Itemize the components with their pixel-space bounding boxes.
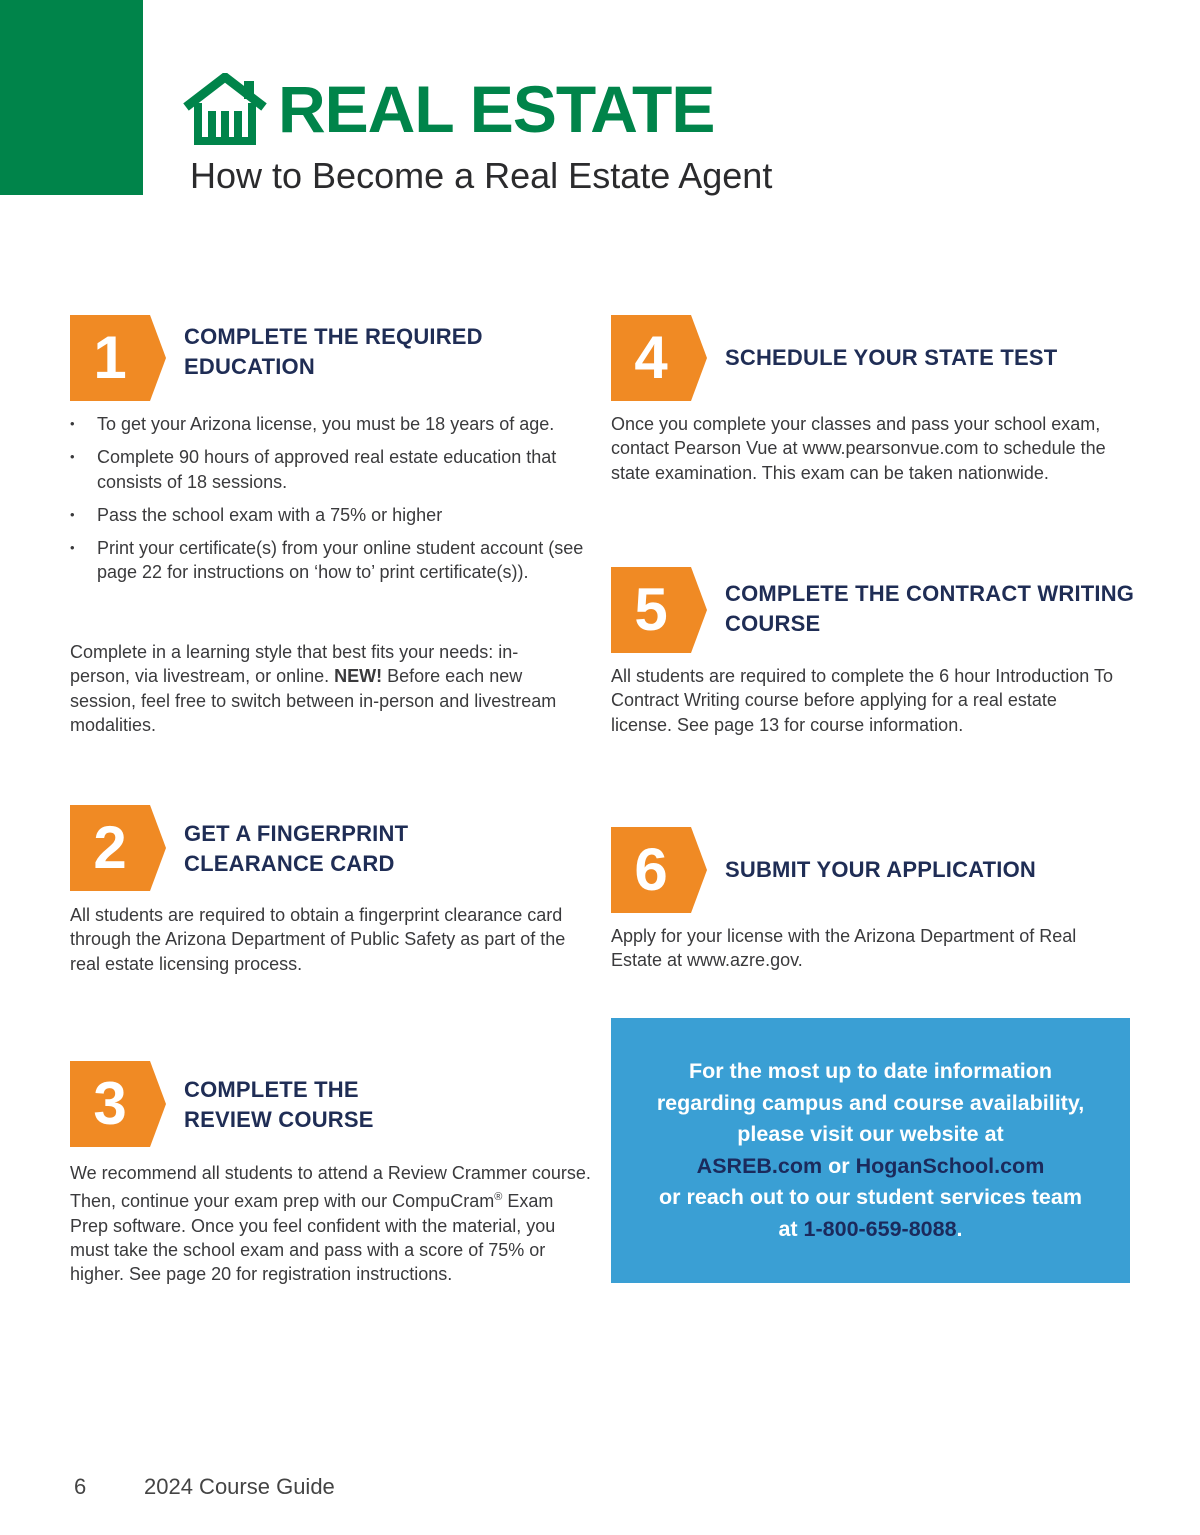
step-6-number: 6 (634, 836, 668, 903)
step-5-heading-line2: COURSE (725, 611, 821, 636)
step-3-heading-line2: REVIEW COURSE (184, 1107, 374, 1132)
step-3-heading-line1: COMPLETE THE (184, 1077, 359, 1102)
step-3-body-text: We recommend all students to attend a Review Crammer course. Then, continue your exam prep with our CompuCram (70, 1163, 591, 1212)
page-subtitle: How to Become a Real Estate Agent (190, 155, 773, 196)
step-6-badge (611, 827, 707, 913)
info-line: regarding campus and course availability, (656, 1090, 1085, 1115)
page-number: 6 (74, 1474, 87, 1499)
hogan-school-link[interactable]: HoganSchool.com (855, 1153, 1045, 1178)
page-header (182, 72, 714, 146)
step-3-body-text-end: Exam Prep software. Once you feel confident with the material, you must take the school exam and pass with a score of 75% or higher. See page 20 for registration instructions. (70, 1191, 556, 1285)
step-3-body (70, 1161, 595, 1286)
phone-number-link[interactable]: 1-800-659-8088 (803, 1216, 957, 1241)
info-line: or reach out to our student services team (659, 1185, 1082, 1209)
list-item-text: To get your Arizona license, you must be 18 years of age. (97, 414, 555, 434)
step-6-heading-line1: SUBMIT YOUR APPLICATION (725, 857, 1036, 882)
step-1-heading-line1: COMPLETE THE REQUIRED (184, 324, 483, 349)
info-phone-line (657, 1214, 1084, 1246)
step-5-heading (725, 579, 1134, 639)
step-1-paragraph-text-end: Before each new session, feel free to switch between in-person and livestream modalities. (70, 666, 557, 735)
bullet-dot: • (70, 506, 75, 522)
house-icon (182, 73, 268, 145)
list-item (70, 445, 595, 494)
step-4-heading-line1: SCHEDULE YOUR STATE TEST (725, 345, 1058, 370)
step-5-heading-line1: COMPLETE THE CONTRACT WRITING (725, 581, 1135, 606)
step-2-heading (184, 819, 408, 879)
step-1-heading (184, 322, 483, 382)
step-3-number: 3 (93, 1070, 127, 1137)
asreb-link[interactable]: ASREB.com (696, 1153, 823, 1178)
step-5-number: 5 (634, 576, 668, 643)
info-callout-box (611, 1018, 1130, 1283)
step-1-paragraph-text: Complete in a learning style that best fits your needs: in-person, via livestream, or online. (70, 642, 519, 687)
green-corner-block (0, 0, 143, 195)
step-1-heading-line2: EDUCATION (184, 354, 315, 379)
step-2-number: 2 (93, 814, 127, 881)
step-2-heading-line1: GET A FINGERPRINT (184, 821, 409, 846)
bullet-dot: • (70, 540, 75, 556)
step-2-heading-line2: CLEARANCE CARD (184, 851, 395, 876)
step-4-badge (611, 315, 707, 401)
list-item (70, 536, 595, 585)
info-callout-text (657, 1056, 1084, 1245)
step-5-body: All students are required to complete the 6 hour Introduction To Contract Writing course before applying for a real estate license. See page 13 for course information. (611, 666, 1113, 735)
step-4-body: Once you complete your classes and pass your school exam, contact Pearson Vue at www.pearsonvue.com to schedule the state examination. This exam can be taken nationwide. (611, 414, 1106, 483)
bullet-dot: • (70, 416, 75, 431)
at-text: at (778, 1216, 804, 1241)
list-item-text: Pass the school exam with a 75% or higher (97, 504, 443, 525)
registered-mark: ® (494, 1191, 503, 1204)
step-1-number: 1 (93, 324, 127, 391)
step-2-body: All students are required to obtain a fingerprint clearance card through the Arizona Department of Public Safety as part of the real estate licensing process. (70, 905, 566, 974)
step-6-body: Apply for your license with the Arizona Department of Real Estate at www.azre.gov. (611, 926, 1077, 971)
or-text: or (822, 1153, 856, 1178)
footer-title: 2024 Course Guide (144, 1474, 335, 1499)
new-emphasis: NEW! (334, 666, 383, 687)
bullet-dot: • (70, 449, 75, 465)
step-1-bullet-list (70, 412, 595, 594)
step-4-number: 4 (634, 324, 668, 391)
step-6-heading (725, 855, 1036, 885)
step-1-paragraph (70, 640, 560, 737)
step-4-heading (725, 343, 1057, 373)
step-2-badge (70, 805, 166, 891)
info-line: please visit our website at (737, 1122, 1004, 1146)
step-3-badge (70, 1061, 166, 1147)
period-text: . (956, 1216, 963, 1241)
step-3-heading (184, 1075, 374, 1135)
step-5-badge (611, 567, 707, 653)
list-item (70, 503, 595, 527)
info-links-line (657, 1151, 1084, 1183)
brand-title: REAL ESTATE (278, 72, 715, 146)
step-1-badge (70, 315, 166, 401)
list-item (70, 412, 595, 436)
list-item-text: Complete 90 hours of approved real estate education that consists of 18 sessions. (97, 447, 557, 492)
list-item-text: Print your certificate(s) from your online student account (see page 22 for instructions on ‘how to’ print certificate(s)). (97, 538, 584, 583)
info-line: For the most up to date information (688, 1059, 1053, 1083)
